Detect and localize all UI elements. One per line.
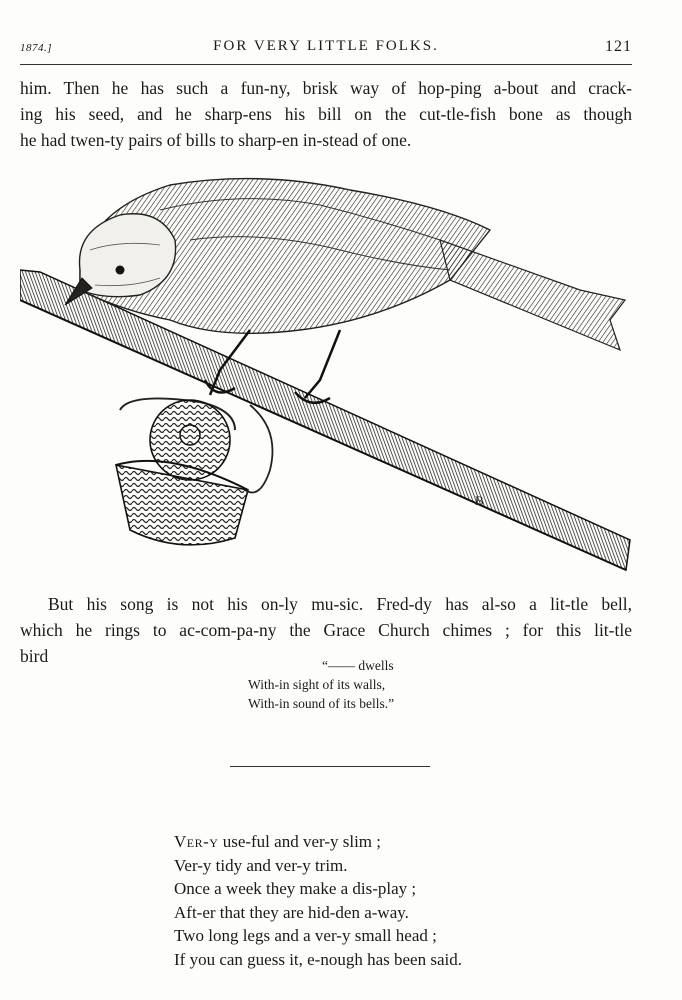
header-year: 1874.]	[20, 42, 53, 54]
verse-quote	[248, 656, 394, 713]
quote-line: With-in sight of its walls,	[248, 677, 386, 692]
poem-first-line-rest: use-ful and ver-y slim ;	[218, 832, 381, 851]
riddle-poem	[174, 830, 462, 971]
quote-line: “—— dwells	[322, 658, 394, 673]
poem-first-word: Ver-y	[174, 832, 219, 851]
poem-line: If you can guess it, e-nough has been said.	[174, 949, 462, 969]
bird-illustration	[20, 170, 632, 580]
poem-line: Two long legs and a ver-y small head ;	[174, 926, 437, 945]
poem-line: Aft-er that they are hid-den a-way.	[174, 902, 409, 922]
paragraph-2-line: which he rings to ac-com-pa-ny the Grace Church chimes ; for this lit-tle	[20, 620, 632, 640]
page-number: 121	[605, 38, 632, 55]
poem-line	[174, 830, 462, 854]
header-rule	[20, 64, 632, 65]
paragraph-1	[20, 75, 632, 153]
quote-line: With-in sound of its bells.”	[248, 696, 395, 711]
header-title: FOR VERY LITTLE FOLKS.	[213, 38, 439, 54]
section-divider	[230, 766, 430, 767]
poem-line: Once a week they make a dis-play ;	[174, 879, 417, 898]
paragraph-1-line: him. Then he has such a fun-ny, brisk way of hop-ping a-bout and crack-	[20, 78, 632, 98]
running-head	[20, 38, 632, 60]
seed-basket	[116, 398, 273, 544]
poem-line: Ver-y tidy and ver-y trim.	[174, 855, 348, 875]
paragraph-1-line: ing his seed, and he sharp-ens his bill on the cut-tle-fish bone as though	[20, 104, 632, 124]
engraver-monogram: B	[475, 493, 484, 508]
paragraph-2-line: But his song is not his on-ly mu-sic. Fred-dy has al-so a lit-tle bell,	[48, 594, 632, 614]
paragraph-1-line: he had twen-ty pairs of bills to sharp-en in-stead of one.	[20, 130, 412, 150]
paragraph-2-line: bird	[20, 646, 49, 666]
